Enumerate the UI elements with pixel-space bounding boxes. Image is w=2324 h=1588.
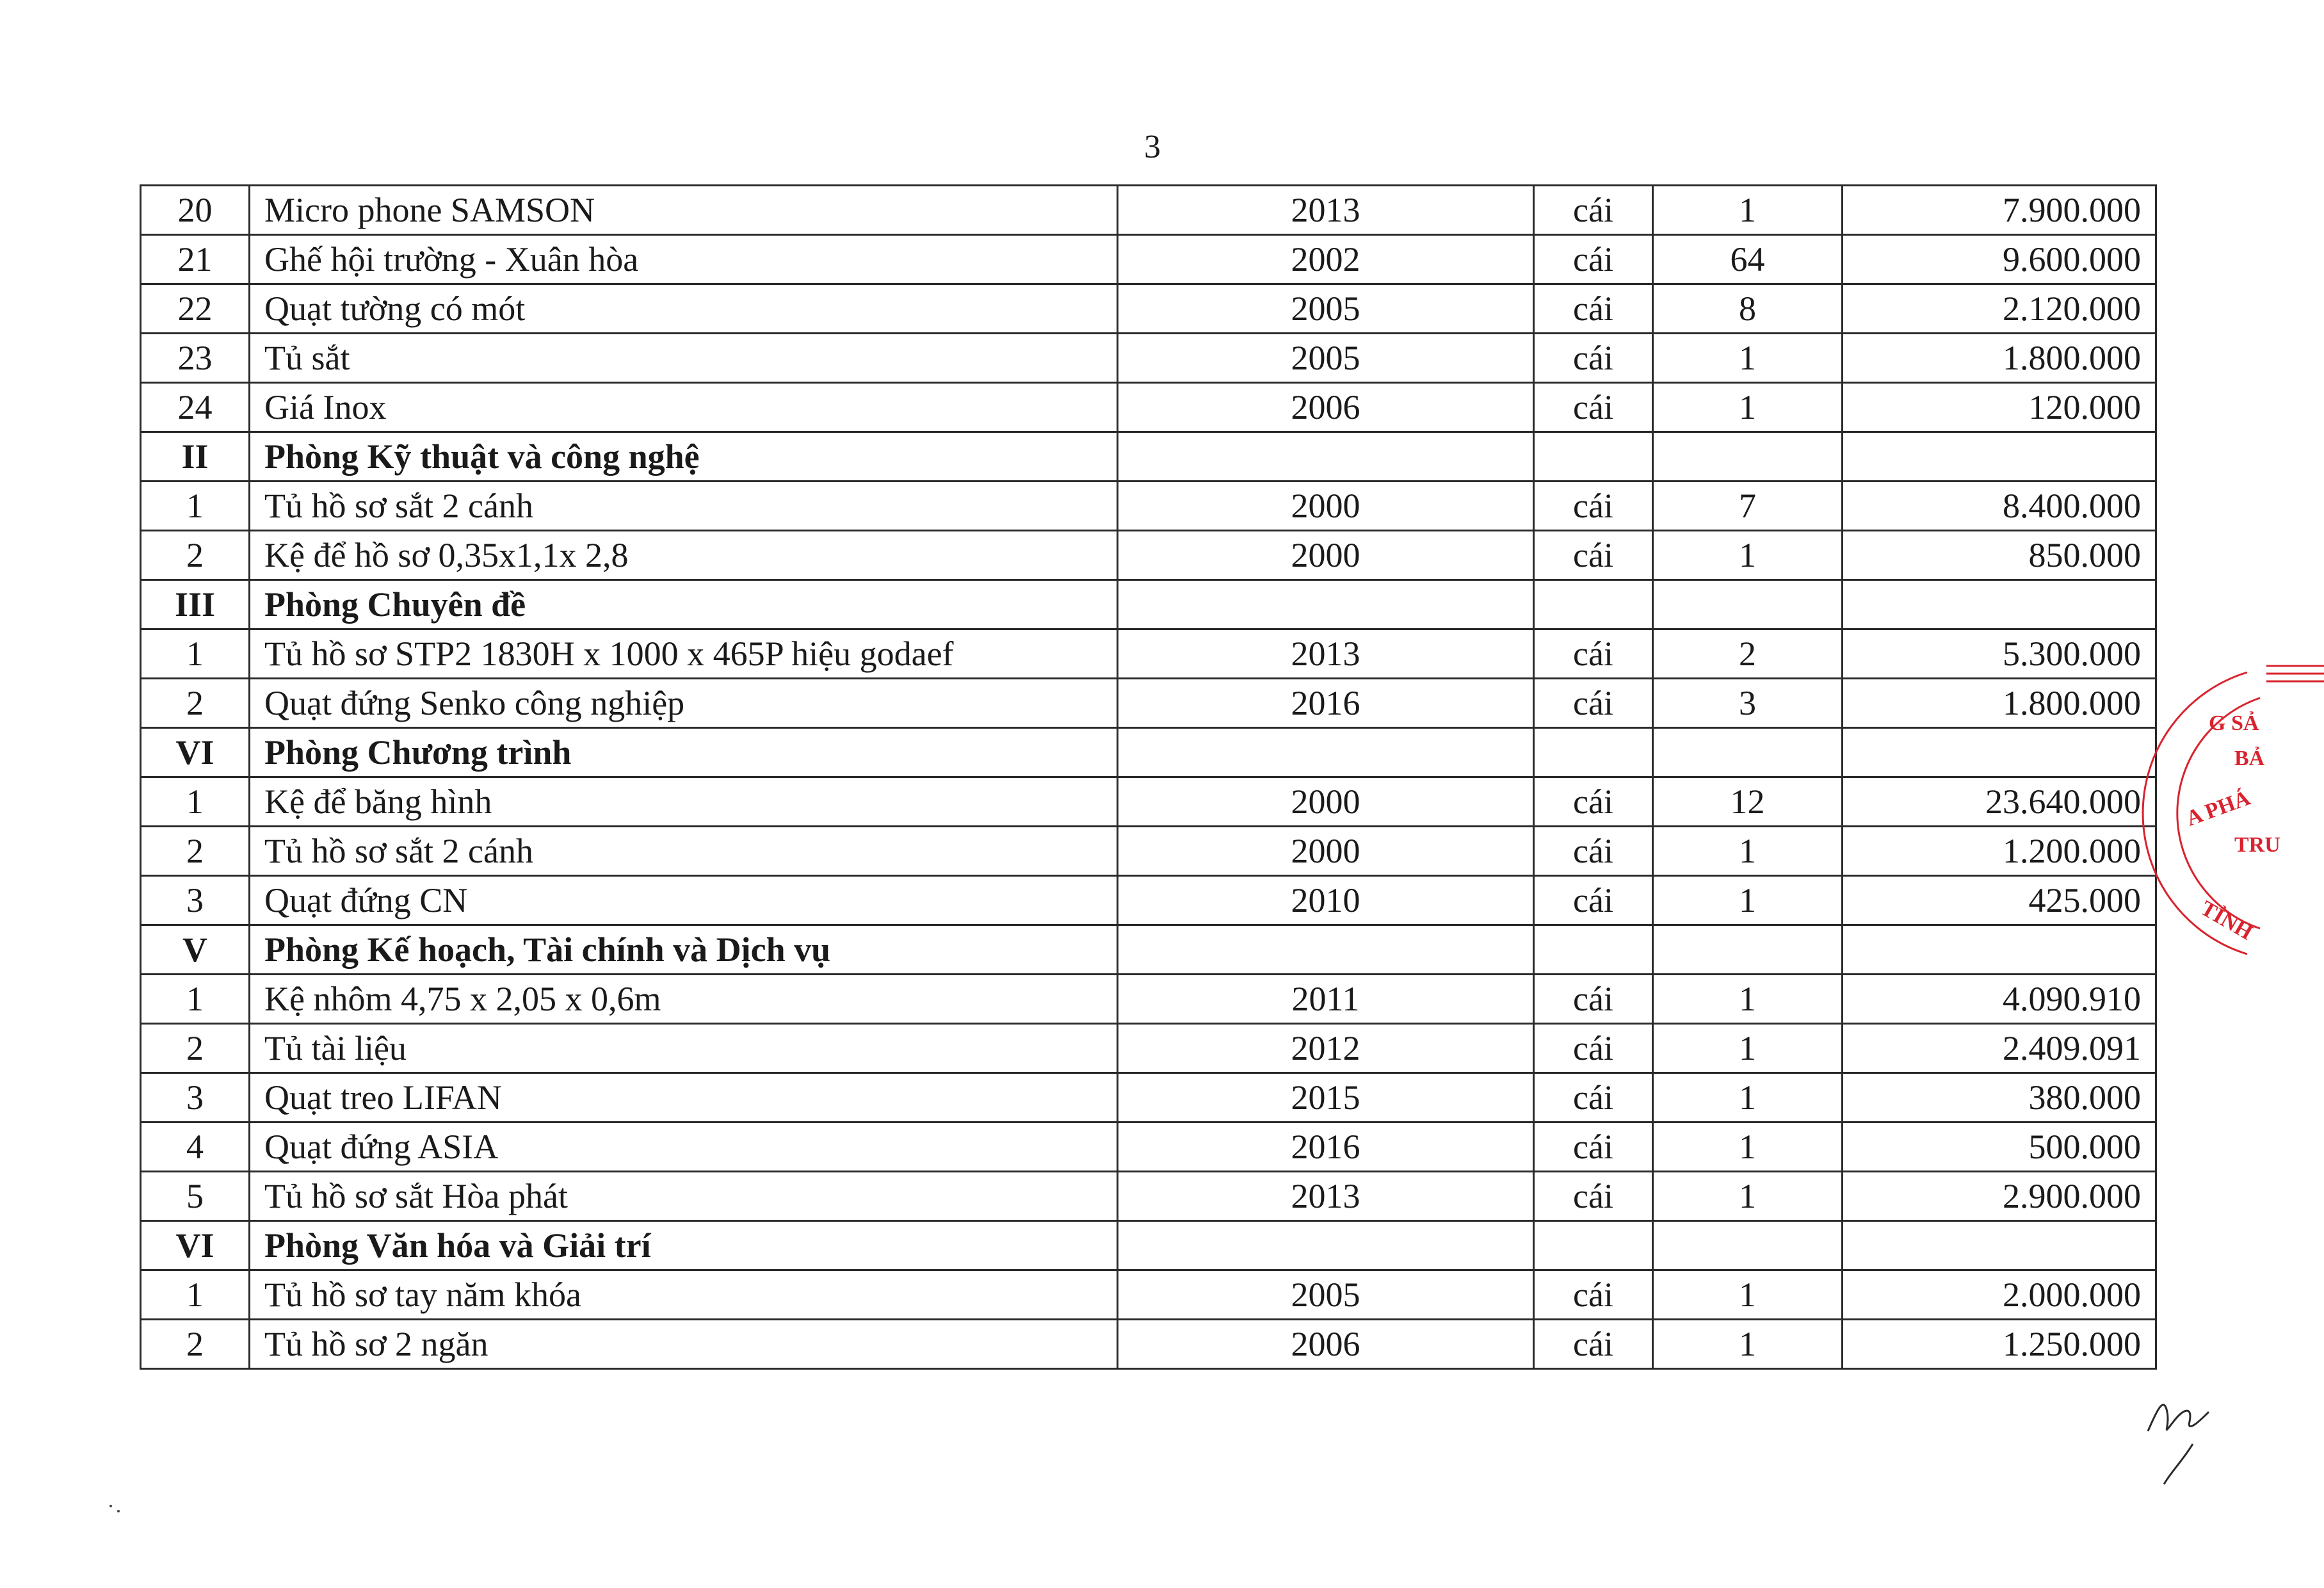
unit-cell: cái (1534, 827, 1653, 876)
qty-cell: 1 (1653, 1122, 1843, 1172)
year-cell: 2005 (1118, 1270, 1534, 1320)
no-cell: 3 (141, 876, 250, 925)
value-cell: 23.640.000 (1843, 777, 2156, 827)
value-cell: 120.000 (1843, 383, 2156, 432)
value-cell: 1.250.000 (1843, 1320, 2156, 1369)
qty-cell: 1 (1653, 1073, 1843, 1122)
qty-cell: 1 (1653, 186, 1843, 235)
name-cell: Tủ hồ sơ sắt 2 cánh (250, 482, 1118, 531)
asset-table (140, 184, 2157, 1370)
no-cell: 1 (141, 482, 250, 531)
value-cell (1843, 728, 2156, 777)
signature-stroke (2148, 1405, 2209, 1484)
unit-cell: cái (1534, 1172, 1653, 1221)
value-cell: 4.090.910 (1843, 975, 2156, 1024)
value-cell (1843, 432, 2156, 482)
no-cell: II (141, 432, 250, 482)
qty-cell: 8 (1653, 284, 1843, 334)
name-cell: Quạt tường có mót (250, 284, 1118, 334)
value-cell: 2.000.000 (1843, 1270, 2156, 1320)
asset-table-body (141, 186, 2156, 1369)
qty-cell (1653, 1221, 1843, 1270)
no-cell: 22 (141, 284, 250, 334)
unit-cell: cái (1534, 1073, 1653, 1122)
year-cell: 2012 (1118, 1024, 1534, 1073)
value-cell: 1.800.000 (1843, 334, 2156, 383)
name-cell: Phòng Văn hóa và Giải trí (250, 1221, 1118, 1270)
qty-cell: 1 (1653, 1320, 1843, 1369)
year-cell: 2011 (1118, 975, 1534, 1024)
year-cell: 2006 (1118, 383, 1534, 432)
year-cell: 2000 (1118, 777, 1534, 827)
no-cell: 2 (141, 827, 250, 876)
name-cell: Tủ hồ sơ tay năm khóa (250, 1270, 1118, 1320)
table-row (141, 1073, 2156, 1122)
unit-cell (1534, 1221, 1653, 1270)
qty-cell: 1 (1653, 383, 1843, 432)
name-cell: Tủ hồ sơ STP2 1830H x 1000 x 465P hiệu godaef (250, 629, 1118, 679)
name-cell: Kệ để hồ sơ 0,35x1,1x 2,8 (250, 531, 1118, 580)
page-number: 3 (1144, 129, 1161, 165)
year-cell (1118, 728, 1534, 777)
red-seal-stamp (2170, 660, 2324, 967)
name-cell: Kệ để băng hình (250, 777, 1118, 827)
value-cell: 9.600.000 (1843, 235, 2156, 284)
qty-cell: 12 (1653, 777, 1843, 827)
table-row (141, 1320, 2156, 1369)
section-row (141, 925, 2156, 975)
year-cell: 2013 (1118, 1172, 1534, 1221)
no-cell: 21 (141, 235, 250, 284)
qty-cell: 64 (1653, 235, 1843, 284)
table-row (141, 827, 2156, 876)
year-cell: 2015 (1118, 1073, 1534, 1122)
year-cell: 2006 (1118, 1320, 1534, 1369)
no-cell: 23 (141, 334, 250, 383)
no-cell: 5 (141, 1172, 250, 1221)
no-cell: 2 (141, 1320, 250, 1369)
name-cell: Phòng Kế hoạch, Tài chính và Dịch vụ (250, 925, 1118, 975)
table-row (141, 876, 2156, 925)
section-row (141, 432, 2156, 482)
year-cell: 2005 (1118, 334, 1534, 383)
no-cell: 1 (141, 777, 250, 827)
value-cell (1843, 580, 2156, 629)
name-cell: Phòng Kỹ thuật và công nghệ (250, 432, 1118, 482)
section-row (141, 728, 2156, 777)
value-cell (1843, 1221, 2156, 1270)
year-cell: 2000 (1118, 482, 1534, 531)
no-cell: 20 (141, 186, 250, 235)
table-row (141, 383, 2156, 432)
qty-cell: 2 (1653, 629, 1843, 679)
qty-cell (1653, 580, 1843, 629)
name-cell: Tủ hồ sơ sắt Hòa phát (250, 1172, 1118, 1221)
unit-cell: cái (1534, 531, 1653, 580)
unit-cell: cái (1534, 284, 1653, 334)
unit-cell: cái (1534, 629, 1653, 679)
qty-cell: 1 (1653, 1172, 1843, 1221)
name-cell: Phòng Chương trình (250, 728, 1118, 777)
name-cell: Ghế hội trường - Xuân hòa (250, 235, 1118, 284)
year-cell (1118, 1221, 1534, 1270)
unit-cell (1534, 728, 1653, 777)
no-cell: VI (141, 1221, 250, 1270)
table-row (141, 284, 2156, 334)
qty-cell (1653, 728, 1843, 777)
year-cell: 2002 (1118, 235, 1534, 284)
table-row (141, 186, 2156, 235)
no-cell: 24 (141, 383, 250, 432)
value-cell: 500.000 (1843, 1122, 2156, 1172)
year-cell: 2016 (1118, 1122, 1534, 1172)
unit-cell: cái (1534, 679, 1653, 728)
qty-cell: 1 (1653, 531, 1843, 580)
value-cell: 380.000 (1843, 1073, 2156, 1122)
qty-cell: 1 (1653, 827, 1843, 876)
table-row (141, 629, 2156, 679)
no-cell: 2 (141, 531, 250, 580)
table-row (141, 235, 2156, 284)
table-row (141, 1270, 2156, 1320)
qty-cell: 1 (1653, 334, 1843, 383)
year-cell (1118, 580, 1534, 629)
unit-cell: cái (1534, 1320, 1653, 1369)
table-row (141, 1172, 2156, 1221)
qty-cell: 1 (1653, 1270, 1843, 1320)
table-row (141, 1122, 2156, 1172)
value-cell: 850.000 (1843, 531, 2156, 580)
table-row (141, 975, 2156, 1024)
name-cell: Tủ tài liệu (250, 1024, 1118, 1073)
table-row (141, 334, 2156, 383)
table-row (141, 482, 2156, 531)
handwritten-signature (2138, 1383, 2234, 1486)
name-cell: Quạt treo LIFAN (250, 1073, 1118, 1122)
unit-cell: cái (1534, 383, 1653, 432)
name-cell: Quạt đứng ASIA (250, 1122, 1118, 1172)
no-cell: 2 (141, 1024, 250, 1073)
no-cell: 1 (141, 1270, 250, 1320)
year-cell: 2013 (1118, 186, 1534, 235)
value-cell (1843, 925, 2156, 975)
unit-cell (1534, 580, 1653, 629)
stamp-text-1: G SẢ (2209, 711, 2259, 735)
value-cell: 2.409.091 (1843, 1024, 2156, 1073)
stamp-text-3: A PHÁ (2183, 786, 2254, 831)
year-cell: 2016 (1118, 679, 1534, 728)
no-cell: 1 (141, 975, 250, 1024)
no-cell: V (141, 925, 250, 975)
unit-cell: cái (1534, 1270, 1653, 1320)
unit-cell: cái (1534, 235, 1653, 284)
qty-cell (1653, 925, 1843, 975)
no-cell: III (141, 580, 250, 629)
no-cell: VI (141, 728, 250, 777)
year-cell (1118, 432, 1534, 482)
section-row (141, 1221, 2156, 1270)
no-cell: 3 (141, 1073, 250, 1122)
year-cell: 2013 (1118, 629, 1534, 679)
unit-cell: cái (1534, 975, 1653, 1024)
value-cell: 1.200.000 (1843, 827, 2156, 876)
name-cell: Tủ hồ sơ 2 ngăn (250, 1320, 1118, 1369)
stamp-text-2: BẢ (2234, 747, 2265, 770)
qty-cell: 1 (1653, 975, 1843, 1024)
section-row (141, 580, 2156, 629)
table-row (141, 531, 2156, 580)
value-cell: 1.800.000 (1843, 679, 2156, 728)
value-cell: 8.400.000 (1843, 482, 2156, 531)
name-cell: Quạt đứng Senko công nghiệp (250, 679, 1118, 728)
qty-cell: 1 (1653, 876, 1843, 925)
no-cell: 2 (141, 679, 250, 728)
qty-cell: 3 (1653, 679, 1843, 728)
stamp-text-4: TRU (2234, 833, 2280, 857)
name-cell: Giá Inox (250, 383, 1118, 432)
unit-cell: cái (1534, 1122, 1653, 1172)
unit-cell (1534, 432, 1653, 482)
value-cell: 425.000 (1843, 876, 2156, 925)
name-cell: Tủ sắt (250, 334, 1118, 383)
qty-cell: 1 (1653, 1024, 1843, 1073)
year-cell: 2010 (1118, 876, 1534, 925)
no-cell: 1 (141, 629, 250, 679)
year-cell: 2005 (1118, 284, 1534, 334)
unit-cell: cái (1534, 186, 1653, 235)
year-cell (1118, 925, 1534, 975)
name-cell: Micro phone SAMSON (250, 186, 1118, 235)
name-cell: Quạt đứng CN (250, 876, 1118, 925)
name-cell: Tủ hồ sơ sắt 2 cánh (250, 827, 1118, 876)
name-cell: Phòng Chuyên đề (250, 580, 1118, 629)
value-cell: 5.300.000 (1843, 629, 2156, 679)
no-cell: 4 (141, 1122, 250, 1172)
scan-speck (106, 1502, 125, 1515)
value-cell: 7.900.000 (1843, 186, 2156, 235)
unit-cell: cái (1534, 334, 1653, 383)
year-cell: 2000 (1118, 827, 1534, 876)
year-cell: 2000 (1118, 531, 1534, 580)
unit-cell: cái (1534, 1024, 1653, 1073)
table-row (141, 777, 2156, 827)
table-row (141, 679, 2156, 728)
unit-cell: cái (1534, 482, 1653, 531)
value-cell: 2.900.000 (1843, 1172, 2156, 1221)
unit-cell: cái (1534, 777, 1653, 827)
name-cell: Kệ nhôm 4,75 x 2,05 x 0,6m (250, 975, 1118, 1024)
table-row (141, 1024, 2156, 1073)
stamp-text-5: TỈNH (2197, 896, 2257, 945)
qty-cell: 7 (1653, 482, 1843, 531)
unit-cell (1534, 925, 1653, 975)
value-cell: 2.120.000 (1843, 284, 2156, 334)
qty-cell (1653, 432, 1843, 482)
unit-cell: cái (1534, 876, 1653, 925)
